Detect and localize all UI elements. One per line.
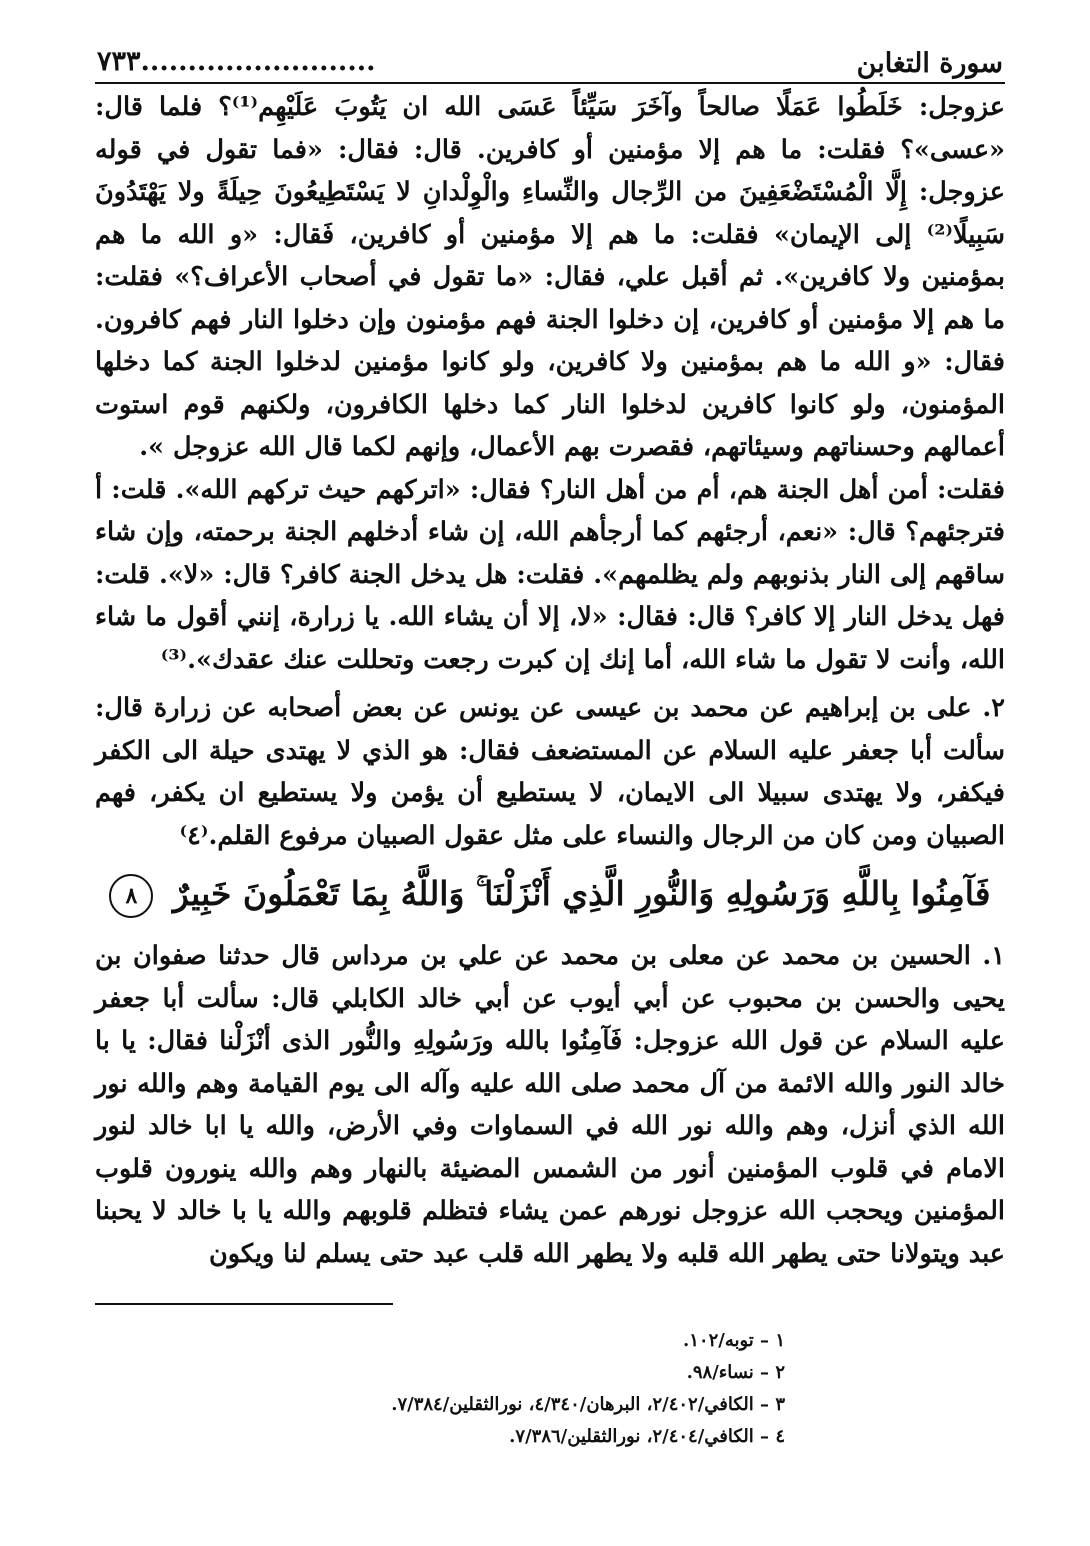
surah-title: سورة التغابن xyxy=(856,48,1003,79)
paragraph-hadith-2: ٢. على بن إبراهيم عن محمد بن عيسى عن يونس عن بعض أصحابه عن زرارة قال: سألت أبا جعفر عليه السلام عن المستضعف فقال: هو الذي لا يهتدى حيلة الى الكفر فيكفر، ولا يهتدى سبيلا الى الايمان، لا يستطيع أن يؤمن ولا يستطيع ان يكفر، فهم الصبيان ومن كان من الرجال والنساء على مثل عقول الصبيان مرفوع القلم.⁽٤⁾ xyxy=(95,693,1005,851)
footnote: ١ – توبه/١٠٢. xyxy=(682,1330,785,1351)
footnotes xyxy=(95,1325,1005,1453)
paragraph-hadith-1: ١. الحسين بن محمد عن معلى بن محمد عن علي بن مرداس قال حدثنا صفوان بن يحيى والحسن بن محبوب عن أبي أيوب عن أبي خالد الكابلي قال: سألت أبا جعفر عليه السلام عن قول الله عزوجل: فَآمِنُوا بالله ورَسُولِهِ والنُّور الذى أنْزَلْنا فقال: يا با خالد النور والله الائمة من آل محمد صلى الله عليه وآله الى يوم القيامة وهم والله نور الله الذي أنزل، وهم والله نور الله في السماوات وفي الأرض، والله يا ابا خالد لنور الامام في قلوب المؤمنين أنور من الشمس المضيئة بالنهار وهم والله ينورون قلوب المؤمنين ويحجب الله عزوجل نورهم عمن يشاء فتظلم قلوبهم والله يا با خالد لا يحبنا عبد ويتولانا حتى يطهر الله قلبه ولا يطهر الله قلب عبد حتى يسلم لنا ويكون xyxy=(95,941,1005,1269)
verse-text: فَآمِنُوا بِاللَّهِ وَرَسُولِهِ وَالنُّورِ الَّذِي أَنْزَلْنَا ۚ وَاللَّهُ بِمَا تَعْمَلُونَ خَبِيرٌ xyxy=(172,874,991,913)
quran-verse xyxy=(95,867,1005,921)
paragraph-continuation: عزوجل: خَلَطُوا عَمَلًا صالحاً وآخَرَ سَيِّئاً عَسَى الله ان يَتُوبَ عَلَيْهِم⁽¹⁾؟ فلما قال: «عسى»؟ فقلت: ما هم إلا مؤمنين أو كافرين. قال: فقال: «فما تقول في قوله عزوجل: إِلَّا الْمُسْتَضْعَفِينَ من الرِّجال والنِّساءِ والْوِلْدانِ لا يَسْتَطِيعُونَ حِيلَةً ولا يَهْتَدُونَ سَبِيلًا⁽²⁾ إلى الإيمان» فقلت: ما هم إلا مؤمنين أو كافرين، فَقال: «و الله ما هم بمؤمنين ولا كافرين». ثم أقبل علي، فقال: «ما تقول في أصحاب الأعراف؟» فقلت: ما هم إلا مؤمنين أو كافرين، إن دخلوا الجنة فهم مؤمنون وإن دخلوا النار فهم كافرون. فقال: «و الله ما هم بمؤمنين ولا كافرين، ولو كانوا مؤمنين لدخلوا الجنة كما دخلها المؤمنون، ولو كانوا كافرين لدخلوا النار كما دخلها الكافرون، ولكنهم قوم استوت أعمالهم وحسناتهم وسيئاتهم، فقصرت بهم الأعمال، وإنهم لكما قال الله عزوجل ». xyxy=(95,92,1005,462)
footnote: ٤ – الكافي/٢/٤٠٤، نورالثقلين/٧/٣٨٦. xyxy=(509,1426,785,1447)
page-body xyxy=(95,86,1005,1275)
footnote-divider xyxy=(95,1303,393,1305)
footnote: ٢ – نساء/٩٨. xyxy=(686,1362,785,1383)
footnote: ٣ – الكافي/٢/٤٠٢، البرهان/٤/٣٤٠، نورالثقلين/٧/٣٨٤. xyxy=(391,1394,785,1415)
book-page xyxy=(95,0,1005,1546)
verse-number: ٨ xyxy=(109,874,153,918)
page-header xyxy=(95,42,1005,84)
paragraph-question: فقلت: أمن أهل الجنة هم، أم من أهل النار؟ فقال: «اتركهم حيث تركهم الله». قلت: أ فترجئهم؟ قال: «نعم، أرجئهم كما أرجأهم الله، إن شاء أدخلهم الجنة برحمته، وإن شاء ساقهم إلى النار بذنوبهم ولم يظلمهم». فقلت: هل يدخل الجنة كافر؟ قال: «لا». قلت: فهل يدخل النار إلا كافر؟ قال: فقال: «لا، إلا أن يشاء الله. يا زرارة، إنني أقول ما شاء الله، وأنت لا تقول ما شاء الله، أما إنك إن كبرت رجعت وتحللت عنك عقدك».⁽³⁾ xyxy=(95,474,1005,675)
page-number: ٧٣٣......................... xyxy=(97,46,376,77)
